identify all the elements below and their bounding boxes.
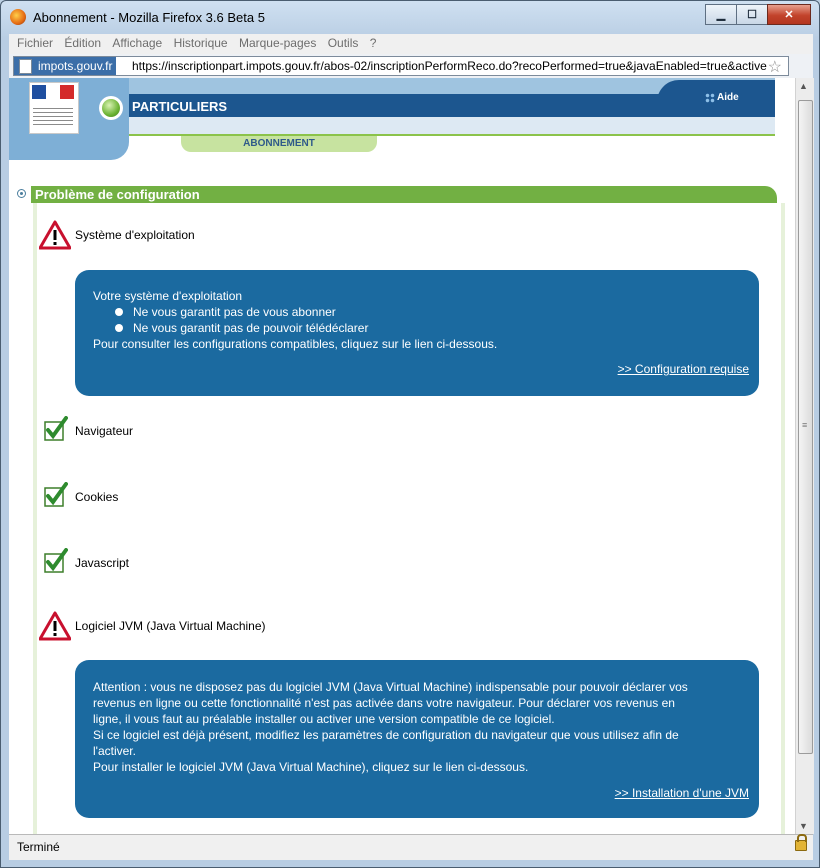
- menu-fichier[interactable]: Fichier: [17, 36, 54, 50]
- jvm-line: Pour installer le logiciel JVM (Java Virtual Machine), cliquez sur le lien ci-dessous.: [93, 760, 529, 774]
- jvm-info-box: [75, 660, 759, 818]
- menu-edition[interactable]: Édition: [64, 36, 102, 50]
- navigation-bar: [9, 54, 813, 79]
- menu-help[interactable]: ?: [369, 36, 377, 50]
- checkmark-icon: [44, 482, 68, 508]
- jvm-line: ligne, il vous faut au préalable installer ou activer une version compatible de ce logiciel.: [93, 712, 555, 726]
- padlock-icon[interactable]: [795, 840, 807, 851]
- circle-bullet-icon: [17, 189, 26, 198]
- page-viewport: [9, 78, 795, 834]
- firefox-icon: [10, 9, 26, 25]
- title-bar[interactable]: [1, 1, 819, 33]
- config-title: Problème de configuration: [31, 186, 777, 203]
- menu-outils[interactable]: Outils: [327, 36, 359, 50]
- url-text[interactable]: https://inscriptionpart.impots.gouv.fr/abos-02/inscriptionPerformReco.do?recoPerformed=true&javaEnabled=true&active: [132, 59, 767, 73]
- status-bar: [9, 834, 813, 860]
- menu-affichage[interactable]: Affichage: [112, 36, 163, 50]
- os-intro: Votre système d'exploitation: [93, 289, 243, 303]
- status-text: Terminé: [17, 840, 60, 854]
- particuliers-orb-icon: [99, 96, 123, 120]
- os-bullet: Ne vous garantit pas de vous abonner: [133, 304, 759, 320]
- maximize-button[interactable]: ☐: [736, 4, 768, 25]
- help-link[interactable]: Aide: [717, 92, 739, 103]
- section-title: PARTICULIERS: [132, 99, 228, 114]
- bookmark-star-icon[interactable]: ☆: [767, 59, 782, 76]
- config-requise-link[interactable]: >> Configuration requise: [617, 362, 749, 376]
- site-identity-label: impots.gouv.fr: [38, 59, 113, 73]
- jvm-line: Attention : vous ne disposez pas du logiciel JVM (Java Virtual Machine) indispensable pour pouvoir déclarer vos: [93, 680, 688, 694]
- os-bullet: Ne vous garantit pas de pouvoir télédéclarer: [133, 320, 759, 336]
- item-label: Cookies: [75, 490, 119, 504]
- item-label: Logiciel JVM (Java Virtual Machine): [75, 619, 266, 633]
- page-icon: [19, 59, 32, 74]
- address-bar[interactable]: [13, 56, 789, 76]
- item-label: Navigateur: [75, 424, 134, 438]
- menu-marque-pages[interactable]: Marque-pages: [238, 36, 317, 50]
- republique-francaise-logo[interactable]: [29, 82, 79, 134]
- jvm-line: l'activer.: [93, 744, 136, 758]
- jvm-line: Si ce logiciel est déjà présent, modifiez les paramètres de configuration du navigateur que vous utilisez afin de: [93, 728, 679, 742]
- warning-icon: [39, 220, 71, 250]
- scroll-thumb[interactable]: [798, 100, 813, 754]
- item-label: Système d'exploitation: [75, 228, 195, 242]
- grip-icon: ≡: [802, 420, 808, 430]
- site-identity-button[interactable]: [14, 57, 116, 75]
- checkmark-icon: [44, 548, 68, 574]
- close-button[interactable]: ✕: [767, 4, 811, 25]
- scroll-up-arrow-icon[interactable]: ▲: [799, 81, 808, 91]
- help-tab[interactable]: [657, 80, 775, 116]
- os-bullets: [93, 304, 759, 336]
- window-controls: [705, 4, 811, 24]
- install-jvm-link[interactable]: >> Installation d'une JVM: [614, 786, 749, 800]
- minimize-button[interactable]: ▁: [705, 4, 737, 25]
- jvm-line: revenus en ligne ou cette fonctionnalité n'est pas activée dans votre navigateur. Pour déclarer vos revenus en: [93, 696, 675, 710]
- menu-bar: [9, 34, 813, 54]
- vertical-scrollbar[interactable]: [795, 78, 814, 834]
- site-header: [9, 78, 795, 160]
- dots-icon: [705, 93, 715, 103]
- os-outro: Pour consulter les configurations compatibles, cliquez sur le lien ci-dessous.: [93, 337, 498, 351]
- scroll-down-arrow-icon[interactable]: ▼: [799, 821, 808, 831]
- window-title: Abonnement - Mozilla Firefox 3.6 Beta 5: [33, 10, 265, 25]
- checkmark-icon: [44, 416, 68, 442]
- abonnement-tab[interactable]: ABONNEMENT: [181, 136, 377, 152]
- os-info-box: [75, 270, 759, 396]
- menu-historique[interactable]: Historique: [173, 36, 228, 50]
- warning-icon: [39, 611, 71, 641]
- item-label: Javascript: [75, 556, 130, 570]
